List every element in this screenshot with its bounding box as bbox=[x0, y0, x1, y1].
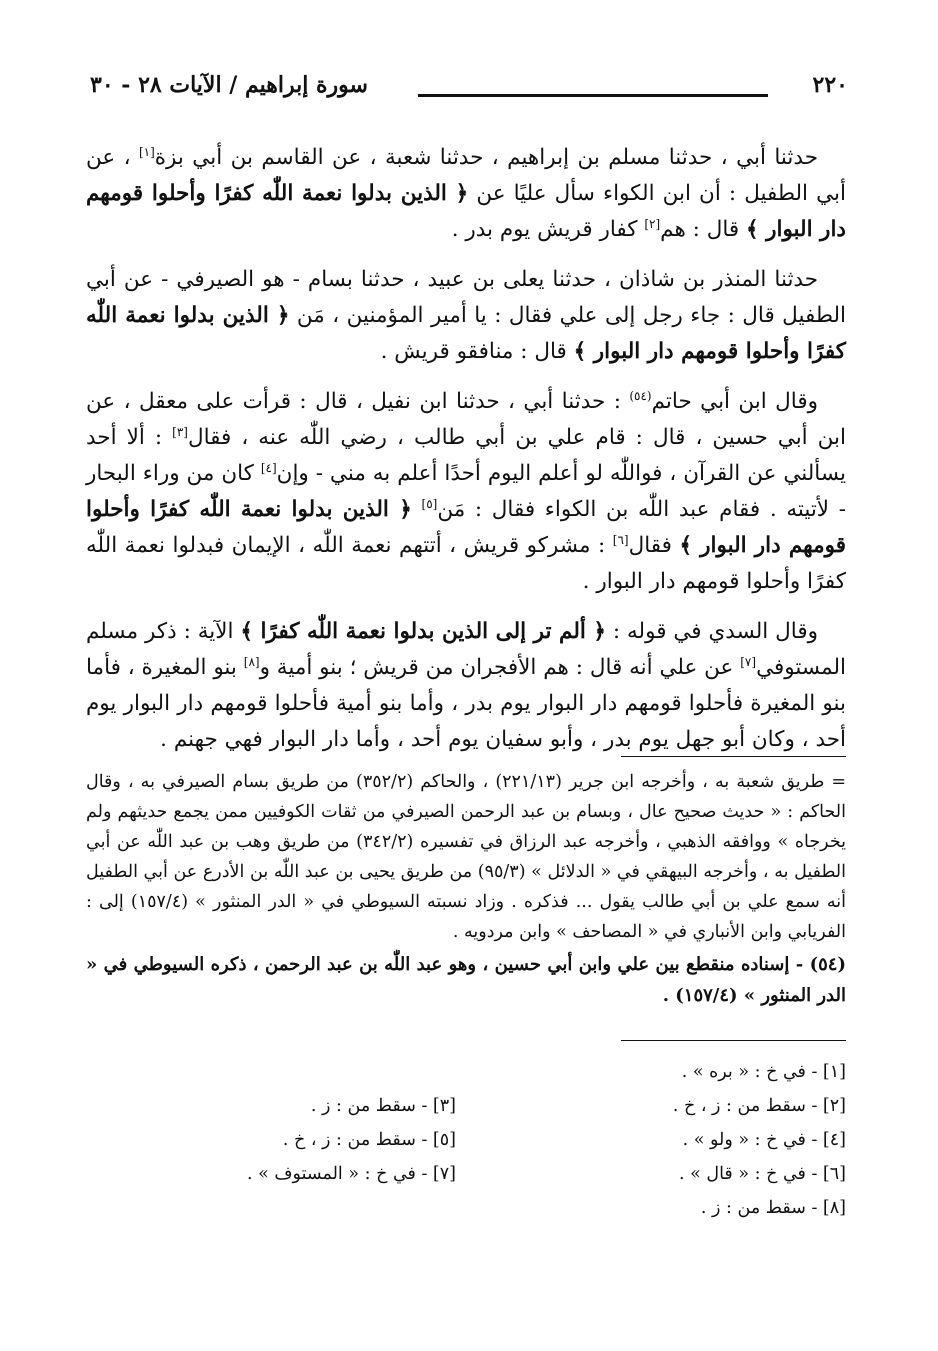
text-span: عن علي أنه قال : هم الأفجران من قريش ؛ بنو أمية و bbox=[259, 655, 741, 680]
text-span: بنو المغيرة ، فأما بنو المغيرة فأحلوا قومهم دار البوار يوم بدر ، وأما بنو أمية فأحلوا قومهم دار البوار يوم أحد ، وكان أبو جهل يوم بدر ، وأبو سفيان يوم أحد ، وأما دار البوار فهي جهنم . bbox=[86, 655, 846, 752]
footnotes bbox=[86, 748, 846, 1011]
variant-notes bbox=[86, 1032, 846, 1225]
paragraph-4 bbox=[86, 614, 846, 758]
text-span: كان من وراء البحار - لأتيته . فقام عبد اللّٰه بن الكواء فقال : مَن bbox=[86, 461, 846, 522]
footnote-continued: = طريق شعبة به ، وأخرجه ابن جرير (٢٢١/١٣) ، والحاكم (٣٥٢/٢) من طريق بسام الصيرفي به ، وقال الحاكم : « حديث صحيح عال ، وبسام بن عبد الرحمن الصيرفي من ثقات الكوفيين ممن يجمع حديثهم ولم يخرجاه » ووافقه الذهبي ، وأخرجه عبد الرزاق في تفسيره (٣٤٢/٢) من طريق وهب بن عبد اللّٰه عن أبي الطفيل به ، وأخرجه البيهقي في « الدلائل » (٩٥/٣) من طريق يحيى بن عبد اللّٰه بن الأدرع عن أبي الطفيل أنه سمع علي بن أبي طالب يقول ... فذكره . وزاد نسبته السيوطي في « الدر المنثور » (١٥٧/٤) إلى : الفريابي وابن الأنباري في « المصاحف » وابن مردويه . bbox=[86, 772, 847, 942]
page-number: ٢٢٠ bbox=[812, 72, 848, 98]
variant-ref: [٦] bbox=[612, 532, 629, 547]
text-span: ، عن أبي الطفيل : أن ابن الكواء سأل عليًا عن bbox=[86, 145, 846, 206]
variant-ref: [٨] bbox=[243, 654, 260, 669]
text-span: : مشركو قريش ، أتتهم نعمة اللّٰه ، الإيمان فبدلوا نعمة اللّٰه كفرًا وأحلوا قومهم دار البوار . bbox=[86, 533, 846, 594]
variant-note bbox=[126, 1055, 456, 1089]
variant-ref: [٧] bbox=[740, 654, 757, 669]
variant-note: [٤] - في خ : « ولو » . bbox=[682, 1130, 846, 1150]
main-text bbox=[86, 140, 846, 772]
text-span: كفار قريش يوم بدر . bbox=[451, 217, 645, 242]
page-header bbox=[90, 72, 848, 112]
variant-note bbox=[126, 1191, 456, 1225]
footnote-rule bbox=[621, 756, 846, 757]
paragraph-3 bbox=[86, 384, 846, 600]
text-span: حدثنا المنذر بن شاذان ، حدثنا يعلى بن عبيد ، حدثنا بسام - هو الصيرفي - عن أبي الطفيل قال : جاء رجل إلى علي فقال : يا أمير المؤمنين ، مَن bbox=[86, 267, 846, 328]
variant-ref: [٤] bbox=[260, 460, 277, 475]
text-span: قال : منافقو قريش . bbox=[380, 339, 574, 364]
text-span: فقال bbox=[628, 533, 680, 558]
variant-note: [٧] - في خ : « المستوف » . bbox=[247, 1164, 456, 1184]
text-span: قال : هم bbox=[660, 217, 747, 242]
text-span: : حدثنا أبي ، حدثنا ابن نفيل ، قال : قرأت على معقل ، عن ابن أبي حسين ، قال : قام علي بن أبي طالب ، رضي اللّٰه عنه ، فقال bbox=[86, 389, 847, 450]
variant-ref: [٢] bbox=[644, 216, 661, 231]
text-span: الآية : ذكر مسلم المستوفي bbox=[86, 619, 846, 680]
quran-quote: ﴿ الذين بدلوا نعمة اللّٰه كفرًا وأحلوا قومهم دار البوار ﴾ bbox=[86, 303, 846, 364]
text-span: وقال السدي في قوله : bbox=[606, 619, 818, 644]
variant-note: [٨] - سقط من : ز . bbox=[700, 1198, 846, 1218]
variant-rule bbox=[621, 1040, 846, 1041]
variant-ref: [٣] bbox=[172, 424, 188, 439]
text-span bbox=[412, 497, 422, 522]
paragraph-2 bbox=[86, 262, 846, 370]
variant-note: [٢] - سقط من : ز ، خ . bbox=[672, 1096, 846, 1116]
variant-note: [٣] - سقط من : ز . bbox=[310, 1096, 456, 1116]
text-span: وقال ابن أبي حاتم bbox=[651, 389, 818, 414]
variant-ref: [٥] bbox=[421, 496, 438, 511]
text-span: حدثنا أبي ، حدثنا مسلم بن إبراهيم ، حدثنا شعبة ، عن القاسم بن أبي بزة bbox=[154, 145, 818, 170]
variant-ref: [١] bbox=[138, 144, 155, 159]
variant-note: [١] - في خ : « بره » . bbox=[681, 1062, 846, 1082]
footnote-ref: (٥٤) bbox=[629, 388, 652, 403]
paragraph-1 bbox=[86, 140, 846, 248]
variant-list bbox=[86, 1055, 846, 1225]
variant-note: [٦] - في خ : « قال » . bbox=[678, 1164, 846, 1184]
footnote-54: (٥٤) - إسناده منقطع بين علي وابن أبي حسين ، وهو عبد اللّٰه بن عبد الرحمن ، ذكره السيوطي في « الدر المنثور » (١٥٧/٤) . bbox=[86, 954, 846, 1006]
quran-quote: ﴿ ألم تر إلى الذين بدلوا نعمة اللّٰه كفرًا ﴾ bbox=[240, 619, 606, 644]
variant-note: [٥] - سقط من : ز ، خ . bbox=[282, 1130, 456, 1150]
quran-quote: ﴿ الذين بدلوا نعمة اللّٰه كفرًا وأحلوا قومهم دار البوار ﴾ bbox=[86, 497, 846, 558]
text-span: : ألا أحد يسألني عن القرآن ، فواللّٰه لو أعلم اليوم أحدًا أعلم به مني - وإن bbox=[86, 425, 846, 486]
running-title: سورة إبراهيم / الآيات ٢٨ - ٣٠ bbox=[90, 72, 368, 98]
quran-quote: ﴿ الذين بدلوا نعمة اللّٰه كفرًا وأحلوا قومهم دار البوار ﴾ bbox=[86, 181, 846, 242]
header-rule bbox=[418, 94, 768, 97]
